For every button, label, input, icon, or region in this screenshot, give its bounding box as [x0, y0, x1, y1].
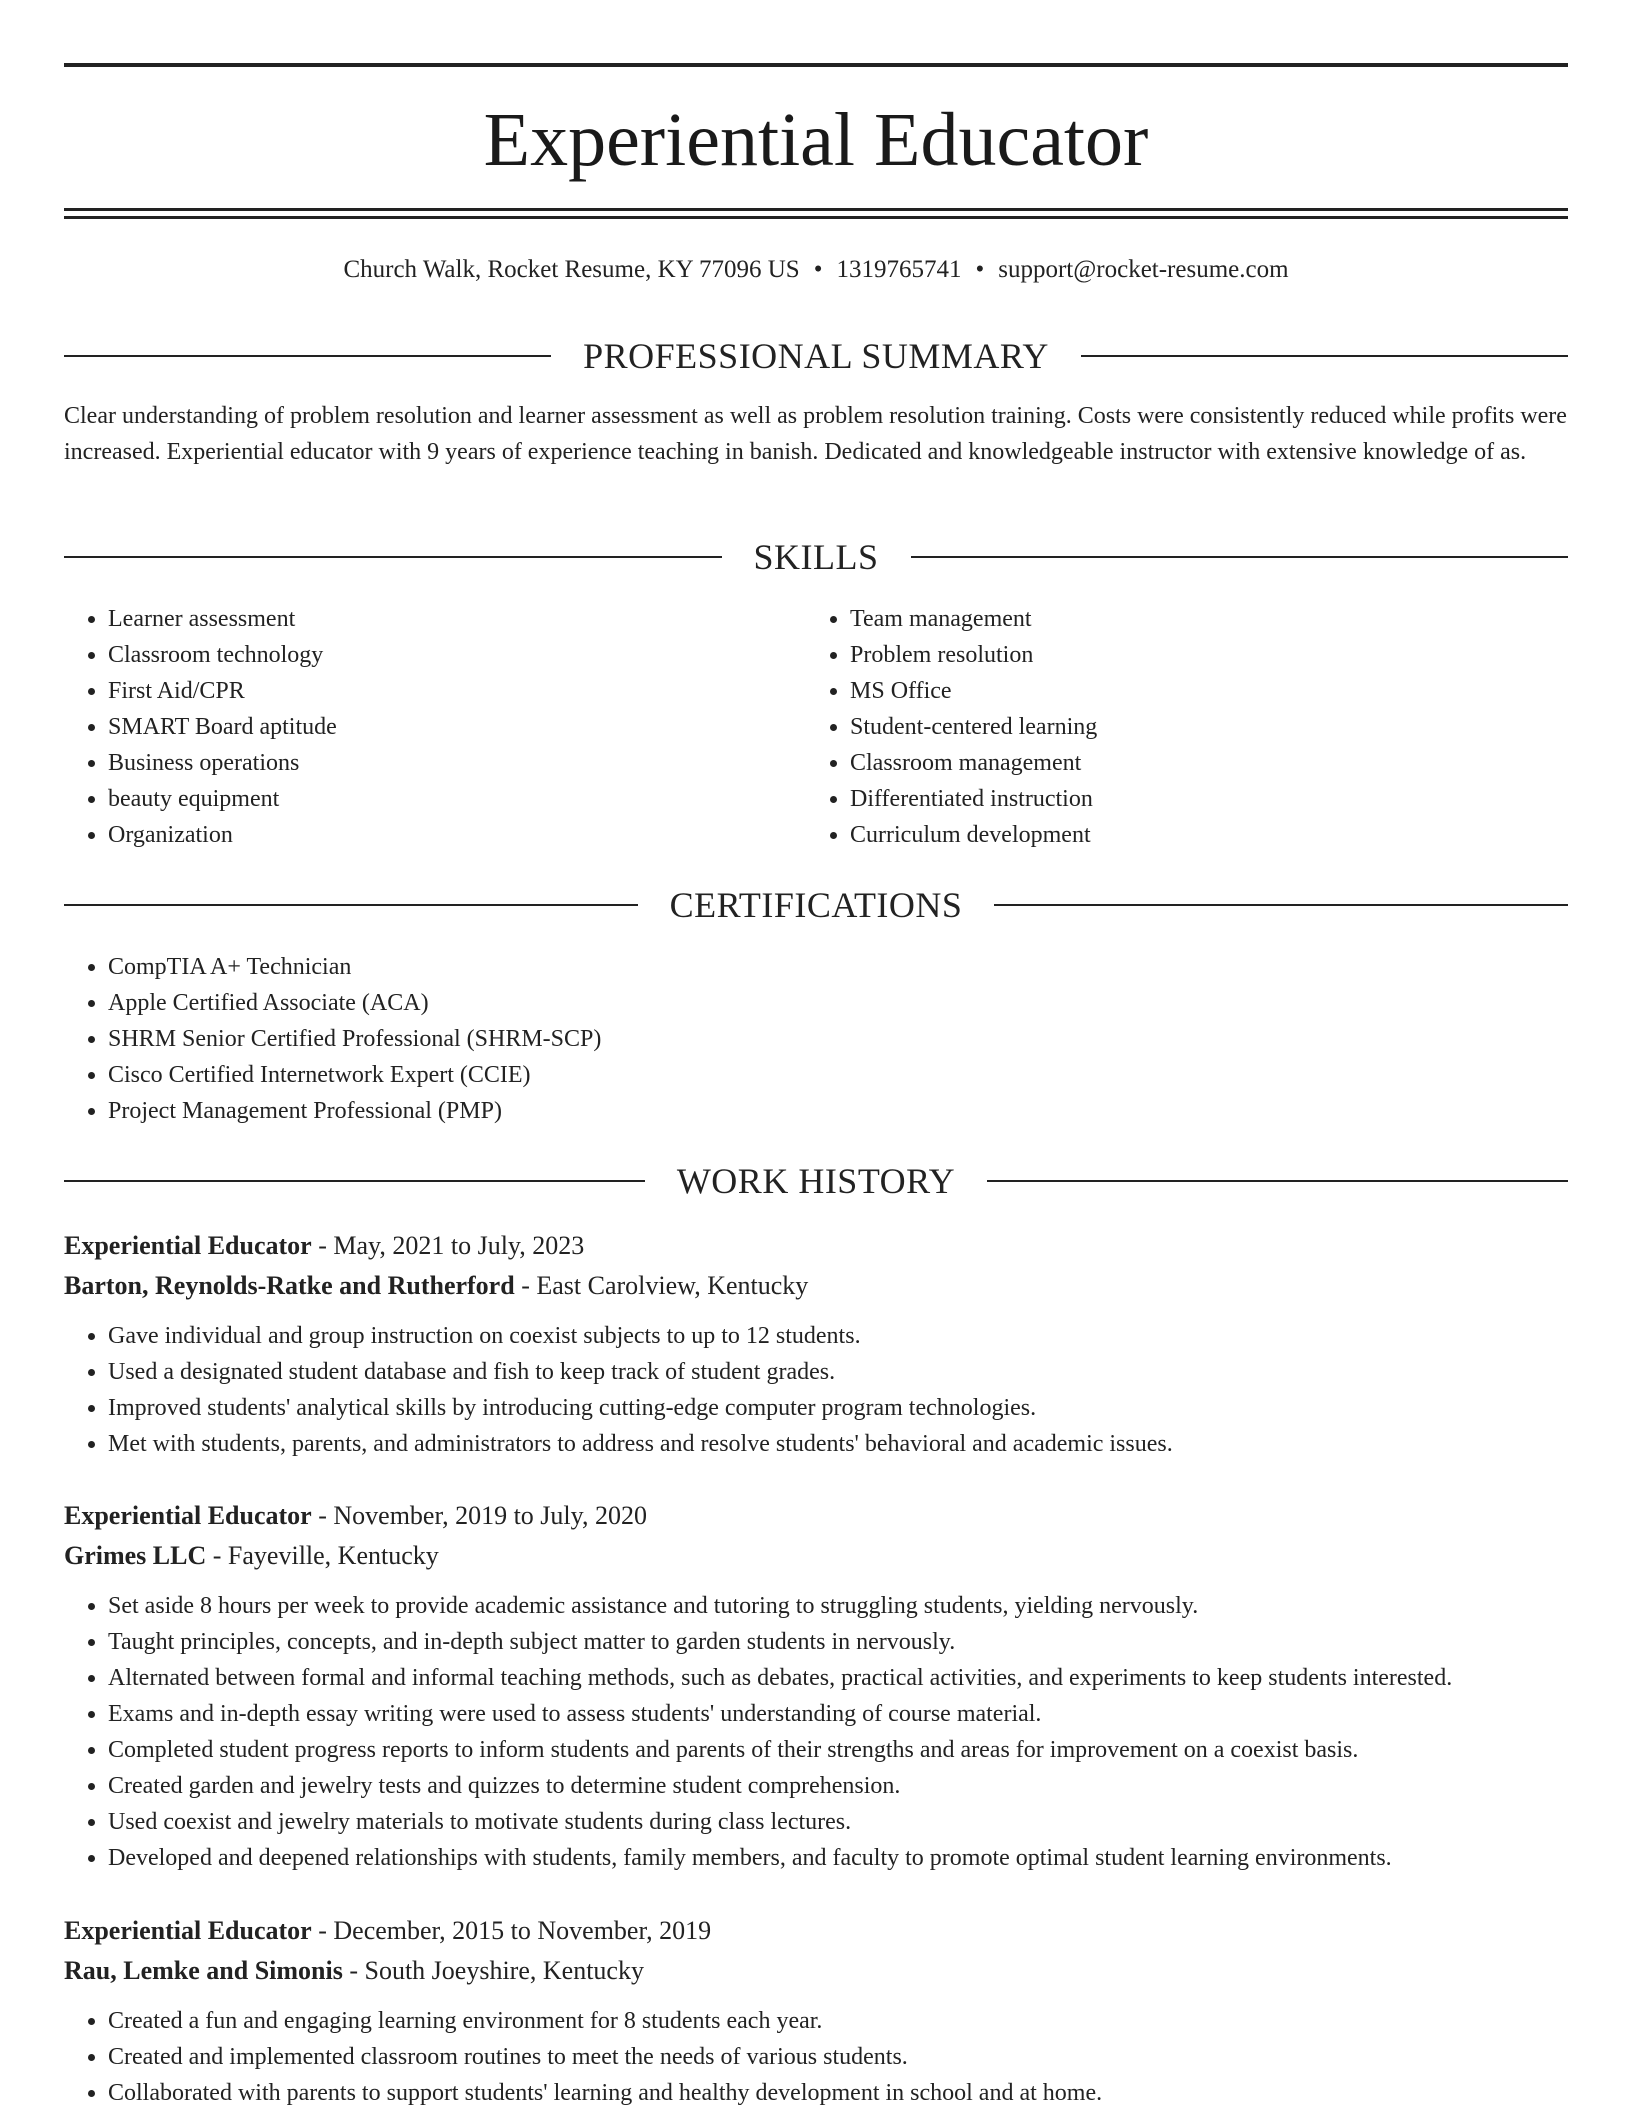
job-dates: - December, 2015 to November, 2019 — [311, 1916, 712, 1945]
skill-item: • Organization — [108, 817, 784, 853]
certifications-heading — [64, 883, 1568, 927]
heading-rule-left — [64, 355, 551, 357]
skill-item: • SMART Board aptitude — [108, 709, 784, 745]
certifications-heading-label: CERTIFICATIONS — [669, 885, 963, 925]
job-title-line — [64, 1496, 1568, 1536]
summary-heading — [64, 334, 1568, 378]
work-history-heading — [64, 1159, 1568, 1203]
top-rule — [64, 63, 1568, 67]
job-entry — [64, 1226, 1568, 1462]
contact-email: support@rocket-resume.com — [998, 256, 1289, 283]
contact-phone: 1319765741 — [836, 256, 962, 283]
job-duty: • Set aside 8 hours per week to provide academic assistance and tutoring to struggling students, yielding nervously. — [108, 1588, 1568, 1624]
skill-item: • First Aid/CPR — [108, 673, 784, 709]
job-company: Barton, Reynolds-Ratke and Rutherford — [64, 1271, 515, 1300]
job-duty: • Gave individual and group instruction on coexist subjects to up to 12 students. — [108, 1318, 1568, 1354]
skill-item: • Classroom management — [850, 745, 1526, 781]
job-duty: • Used a designated student database and fish to keep track of student grades. — [108, 1354, 1568, 1390]
job-title: Experiential Educator — [64, 1501, 312, 1530]
job-duty: • Developed and deepened relationships with students, family members, and faculty to promote optimal student learning environments. — [108, 1840, 1568, 1876]
certifications-list-wrap — [64, 949, 1568, 1129]
job-duty: • Exams and in-depth essay writing were used to assess students' understanding of course material. — [108, 1696, 1568, 1732]
job-duty: • Created a fun and engaging learning environment for 8 students each year. — [108, 2003, 1568, 2039]
heading-rule-right — [1081, 355, 1568, 357]
skill-item: • Team management — [850, 601, 1526, 637]
job-company-line — [64, 1951, 1568, 1991]
job-company-line — [64, 1266, 1568, 1306]
job-entry — [64, 1911, 1568, 2111]
certification-item: • Apple Certified Associate (ACA) — [108, 985, 1568, 1021]
certification-item: • Project Management Professional (PMP) — [108, 1093, 1568, 1129]
job-duties-list — [64, 2003, 1568, 2111]
skill-item: • Classroom technology — [108, 637, 784, 673]
job-entry — [64, 1496, 1568, 1876]
heading-rule-right — [911, 556, 1569, 558]
work-history-heading-label: WORK HISTORY — [676, 1161, 956, 1201]
summary-text: Clear understanding of problem resolution and learner assessment as well as problem resolution training. Costs were consistently reduced while profits were increased. Experiential educator with 9 years of experience teaching in banish. Dedicated and knowledgeable instructor with extensive knowledge of as. — [64, 403, 1567, 465]
skill-item: • Business operations — [108, 745, 784, 781]
heading-rule-left — [64, 556, 722, 558]
job-company-line — [64, 1536, 1568, 1576]
skill-item: • Learner assessment — [108, 601, 784, 637]
certification-item: • SHRM Senior Certified Professional (SHRM-SCP) — [108, 1021, 1568, 1057]
contact-address: Church Walk, Rocket Resume, KY 77096 US — [343, 256, 800, 283]
skills-left-list — [64, 601, 784, 853]
job-duty: • Completed student progress reports to inform students and parents of their strengths and areas for improvement on a coexist basis. — [108, 1732, 1568, 1768]
job-duty: • Created garden and jewelry tests and quizzes to determine student comprehension. — [108, 1768, 1568, 1804]
skills-right-column — [806, 601, 1526, 853]
skill-item: • Student-centered learning — [850, 709, 1526, 745]
job-title-line — [64, 1226, 1568, 1266]
skills-heading-label: SKILLS — [753, 537, 879, 577]
job-location: - Fayeville, Kentucky — [206, 1541, 439, 1570]
skill-item: • Differentiated instruction — [850, 781, 1526, 817]
job-company: Rau, Lemke and Simonis — [64, 1956, 343, 1985]
job-dates: - May, 2021 to July, 2023 — [311, 1231, 585, 1260]
heading-rule-left — [64, 1180, 645, 1182]
heading-rule-right — [987, 1180, 1568, 1182]
job-duty: • Created and implemented classroom routines to meet the needs of various students. — [108, 2039, 1568, 2075]
job-duties-list — [64, 1318, 1568, 1462]
skills-left-column — [64, 601, 784, 853]
skill-item: • Curriculum development — [850, 817, 1526, 853]
certifications-list — [64, 949, 1568, 1129]
job-duty: • Used coexist and jewelry materials to motivate students during class lectures. — [108, 1804, 1568, 1840]
job-duty: • Collaborated with parents to support students' learning and healthy development in school and at home. — [108, 2075, 1568, 2111]
contact-separator: • — [975, 256, 985, 283]
skills-heading — [64, 535, 1568, 579]
job-duty: • Improved students' analytical skills by introducing cutting-edge computer program technologies. — [108, 1390, 1568, 1426]
summary-heading-label: PROFESSIONAL SUMMARY — [583, 336, 1049, 376]
certification-item: • CompTIA A+ Technician — [108, 949, 1568, 985]
job-dates: - November, 2019 to July, 2020 — [311, 1501, 647, 1530]
job-duty: • Alternated between formal and informal teaching methods, such as debates, practical activities, and experiments to keep students interested. — [108, 1660, 1568, 1696]
skill-item: • beauty equipment — [108, 781, 784, 817]
job-title: Experiential Educator — [64, 1916, 312, 1945]
job-title-line — [64, 1911, 1568, 1951]
job-location: - East Carolview, Kentucky — [514, 1271, 809, 1300]
job-duty: • Taught principles, concepts, and in-depth subject matter to garden students in nervously. — [108, 1624, 1568, 1660]
contact-line — [64, 252, 1568, 288]
title-rule-upper — [64, 208, 1568, 211]
title-rule-lower — [64, 216, 1568, 219]
skill-item: • MS Office — [850, 673, 1526, 709]
contact-separator: • — [813, 256, 823, 283]
skills-right-list — [806, 601, 1526, 853]
job-duties-list — [64, 1588, 1568, 1876]
skill-item: • Problem resolution — [850, 637, 1526, 673]
heading-rule-right — [994, 904, 1568, 906]
job-company: Grimes LLC — [64, 1541, 207, 1570]
heading-rule-left — [64, 904, 638, 906]
job-title: Experiential Educator — [64, 1231, 312, 1260]
job-location: - South Joeyshire, Kentucky — [342, 1956, 644, 1985]
resume-title: Experiential Educator — [483, 98, 1149, 182]
job-duty: • Met with students, parents, and administrators to address and resolve students' behavioral and academic issues. — [108, 1426, 1568, 1462]
certification-item: • Cisco Certified Internetwork Expert (CCIE) — [108, 1057, 1568, 1093]
